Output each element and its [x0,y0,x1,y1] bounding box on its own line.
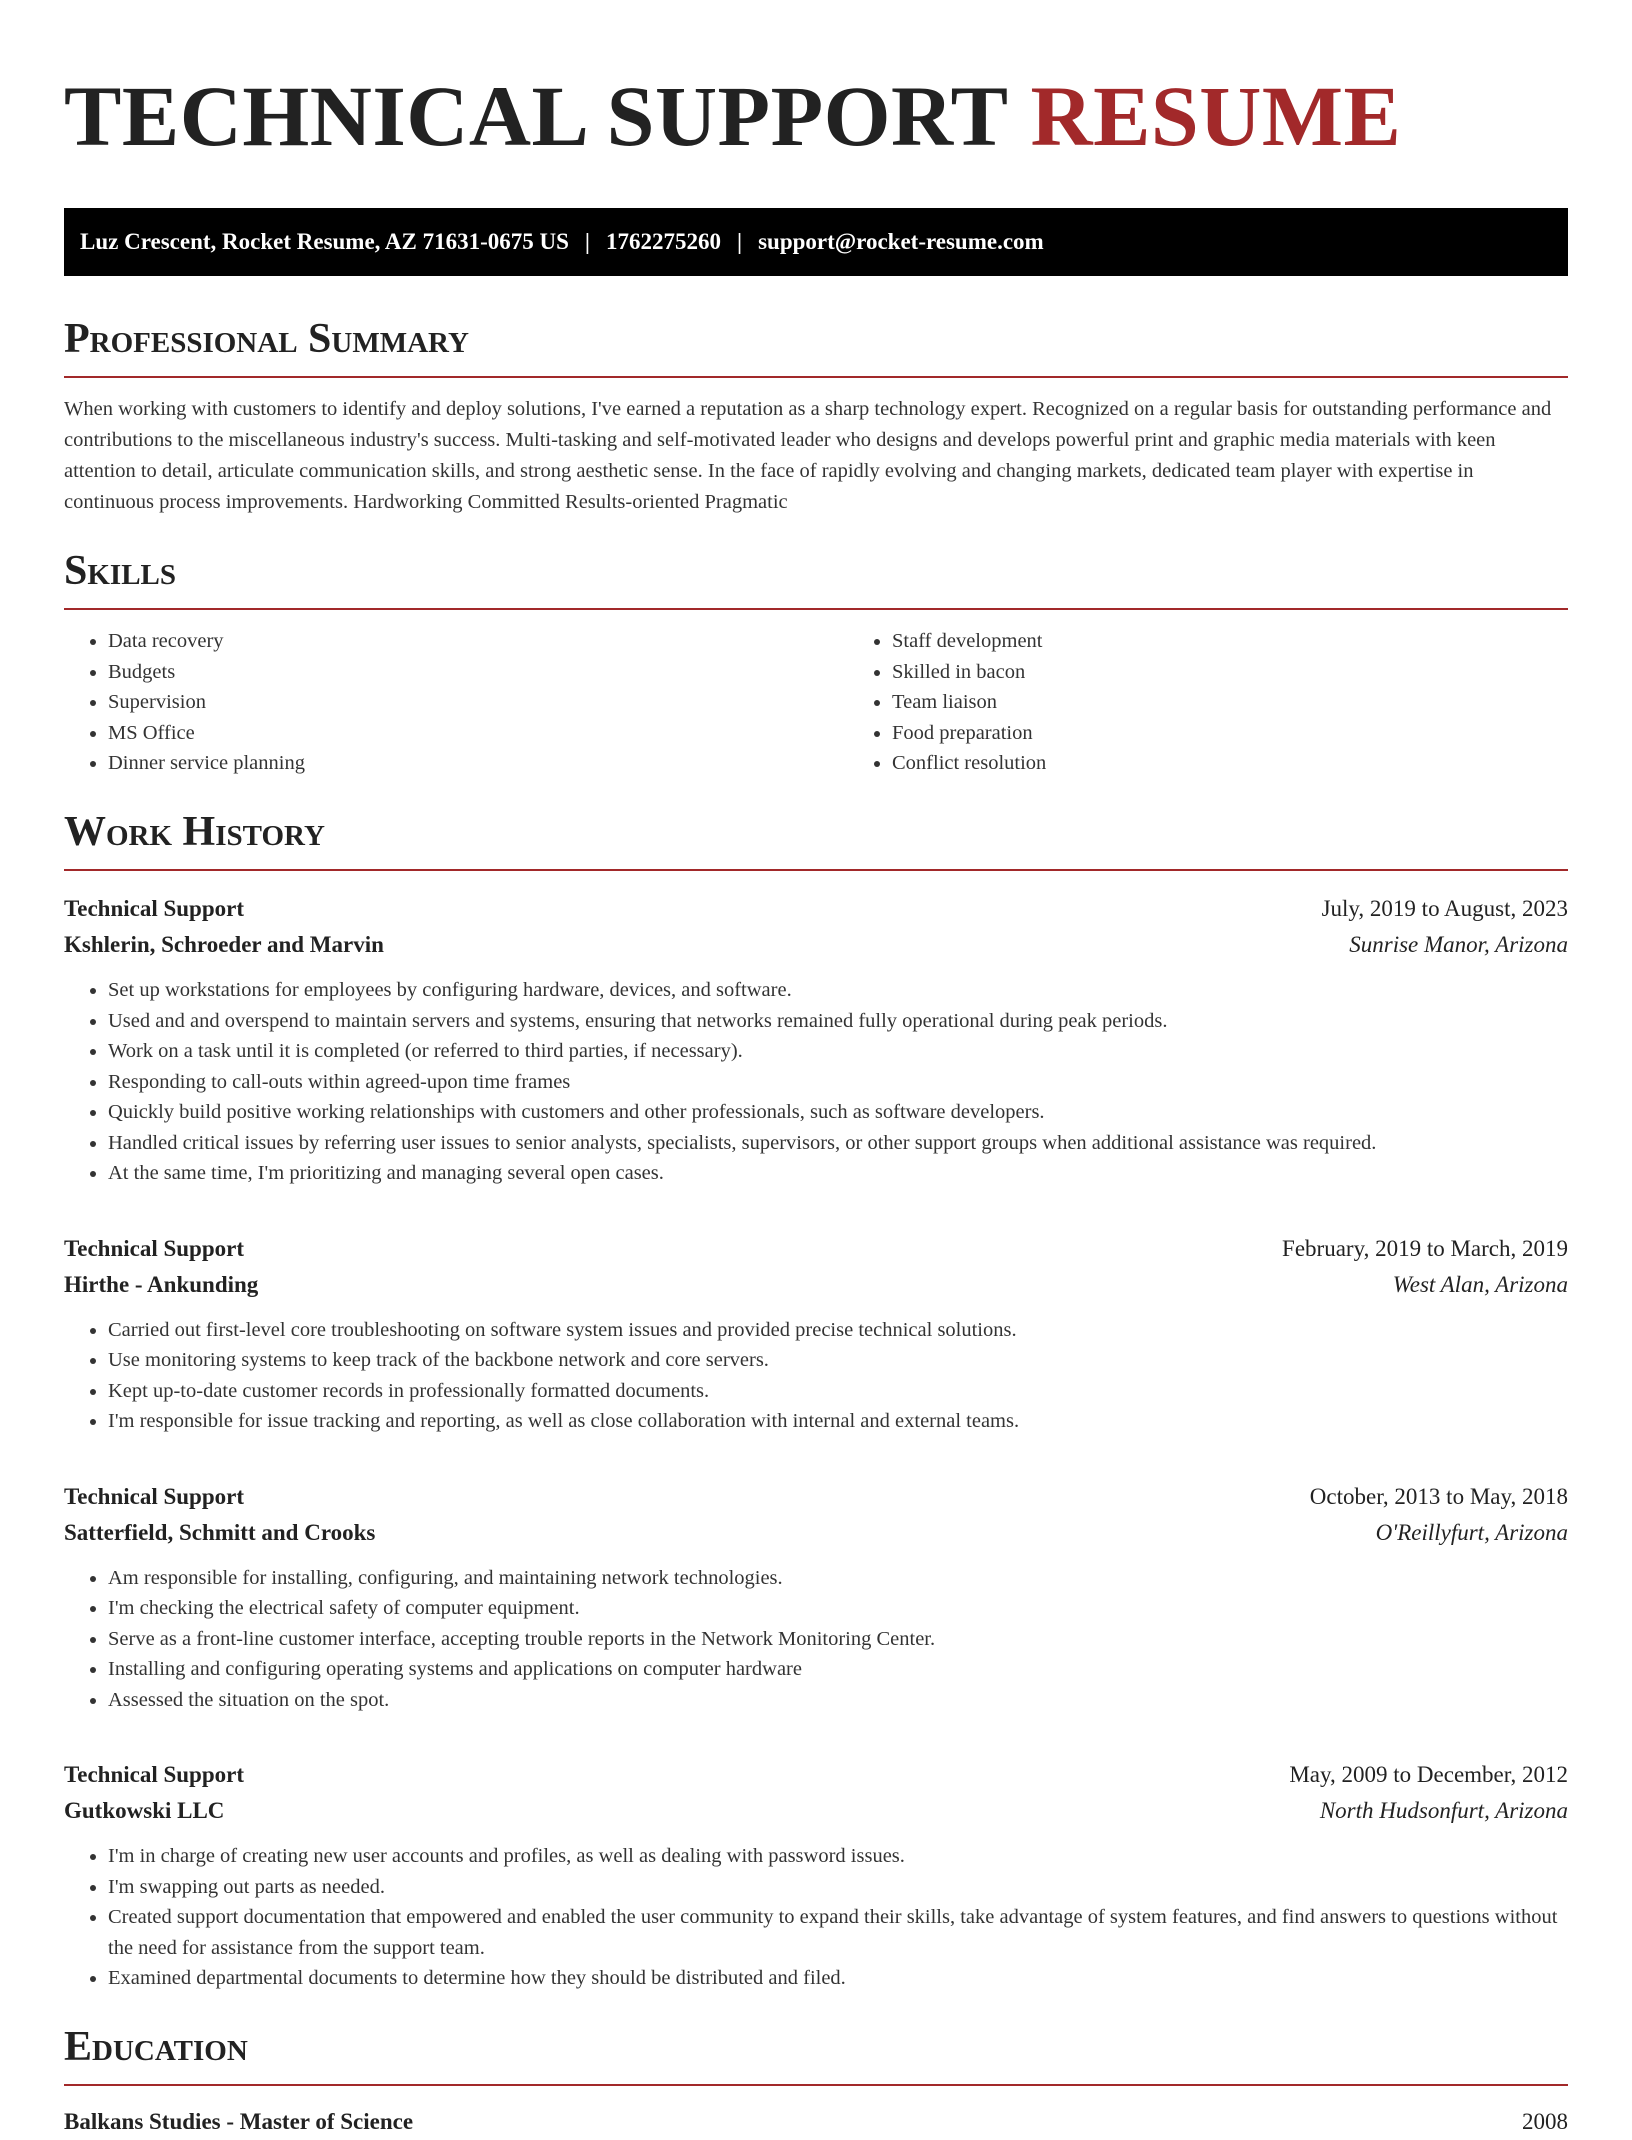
section-heading: Professional Summary [64,316,1568,378]
job-bullet: • Use monitoring systems to keep track of the backbone network and core servers. [108,1345,1568,1376]
professional-summary-section [64,316,1568,518]
job-bullet: • Used and and overspend to maintain servers and systems, ensuring that networks remained fully operational during peak periods. [108,1006,1568,1037]
skill-item: • Food preparation [892,718,1632,749]
job-bullets [64,975,1568,1189]
job-dates: February, 2019 to March, 2019 [1282,1235,1568,1261]
job-location: O'Reillyfurt, Arizona [1375,1519,1568,1545]
company-name: Kshlerin, Schroeder and Marvin [64,932,384,958]
job-bullet: • Quickly build positive working relationships with customers and other professionals, such as software developers. [108,1097,1568,1128]
title-main: TECHNICAL SUPPORT [64,68,1009,164]
resume-title [64,58,1568,174]
education-entry [64,2104,1568,2140]
job-title: Technical Support [64,896,245,922]
skill-item: • MS Office [108,718,848,749]
section-heading: Skills [64,548,1568,610]
job-entry [64,1757,1568,1994]
skill-item: • Budgets [108,657,848,688]
skills-list-right [848,626,1632,779]
contact-separator: | [737,229,743,254]
job-bullet: • Set up workstations for employees by configuring hardware, devices, and software. [108,975,1568,1006]
skill-item: • Data recovery [108,626,848,657]
job-bullet: • Carried out first-level core troubleshooting on software system issues and provided precise technical solutions. [108,1315,1568,1346]
job-bullet: • Responding to call-outs within agreed-upon time frames [108,1067,1568,1098]
skill-item: • Staff development [892,626,1632,657]
job-entry [64,1231,1568,1437]
job-bullet: • At the same time, I'm prioritizing and managing several open cases. [108,1158,1568,1189]
skills-list-left [64,626,848,779]
job-bullet: • Handled critical issues by referring user issues to senior analysts, specialists, supervisors, or other support groups when additional assistance was required. [108,1128,1568,1159]
job-bullets [64,1315,1568,1437]
job-bullet: • Work on a task until it is completed (or referred to third parties, if necessary). [108,1036,1568,1067]
job-bullet: • Serve as a front-line customer interface, accepting trouble reports in the Network Monitoring Center. [108,1624,1568,1655]
job-bullet: • I'm responsible for issue tracking and reporting, as well as close collaboration with internal and external teams. [108,1406,1568,1437]
skill-item: • Skilled in bacon [892,657,1632,688]
skill-item: • Conflict resolution [892,748,1632,779]
job-bullet: • I'm checking the electrical safety of computer equipment. [108,1593,1568,1624]
job-bullet: • Examined departmental documents to determine how they should be distributed and filed. [108,1963,1568,1994]
job-bullet: • I'm swapping out parts as needed. [108,1872,1568,1903]
job-bullets [64,1563,1568,1716]
skill-item: • Team liaison [892,687,1632,718]
contact-email: support@rocket-resume.com [758,229,1044,254]
contact-address: Luz Crescent, Rocket Resume, AZ 71631-0675 US [80,229,569,254]
job-title: Technical Support [64,1235,245,1261]
job-dates: October, 2013 to May, 2018 [1309,1483,1568,1509]
education-degree: Balkans Studies - Master of Science [64,2108,414,2134]
skills-section [64,548,1568,779]
contact-phone: 1762275260 [606,229,721,254]
job-bullet: • Assessed the situation on the spot. [108,1685,1568,1716]
section-heading: Work History [64,809,1568,871]
job-bullet: • Kept up-to-date customer records in professionally formatted documents. [108,1376,1568,1407]
job-dates: May, 2009 to December, 2012 [1289,1762,1568,1788]
skills-columns [64,626,1568,779]
job-bullet: • Created support documentation that empowered and enabled the user community to expand their skills, take advantage of system features, and find answers to questions without the need for assistance from the support team. [108,1902,1568,1963]
job-title: Technical Support [64,1762,245,1788]
summary-text: When working with customers to identify and deploy solutions, I've earned a reputation as a sharp technology expert. Recognized on a regular basis for outstanding performance and contributions to the miscellaneous industry's success. Multi-tasking and self-motivated leader who designs and develops powerful print and graphic media materials with keen attention to detail, articulate communication skills, and strong aesthetic sense. In the face of rapidly evolving and changing markets, dedicated team player with expertise in continuous process improvements. Hardworking Committed Results-oriented Pragmatic [64,398,1552,514]
work-history-section [64,809,1568,1994]
job-title: Technical Support [64,1483,245,1509]
job-bullet: • Am responsible for installing, configuring, and maintaining network technologies. [108,1563,1568,1594]
contact-separator: | [584,229,590,254]
job-entry [64,891,1568,1189]
job-dates: July, 2019 to August, 2023 [1321,896,1568,922]
title-accent: RESUME [1030,68,1402,164]
education-year: 2008 [1522,2108,1568,2134]
company-name: Gutkowski LLC [64,1798,225,1824]
job-bullet: • I'm in charge of creating new user accounts and profiles, as well as dealing with password issues. [108,1841,1568,1872]
job-entry [64,1479,1568,1716]
section-heading: Education [64,2024,1568,2086]
contact-bar [64,208,1568,276]
job-bullet: • Installing and configuring operating systems and applications on computer hardware [108,1654,1568,1685]
skill-item: • Supervision [108,687,848,718]
job-location: Sunrise Manor, Arizona [1349,932,1568,958]
skill-item: • Dinner service planning [108,748,848,779]
company-name: Hirthe - Ankunding [64,1271,259,1297]
company-name: Satterfield, Schmitt and Crooks [64,1519,376,1545]
job-bullets [64,1841,1568,1994]
education-section [64,2024,1568,2140]
job-location: North Hudsonfurt, Arizona [1319,1798,1568,1824]
job-location: West Alan, Arizona [1392,1271,1568,1297]
